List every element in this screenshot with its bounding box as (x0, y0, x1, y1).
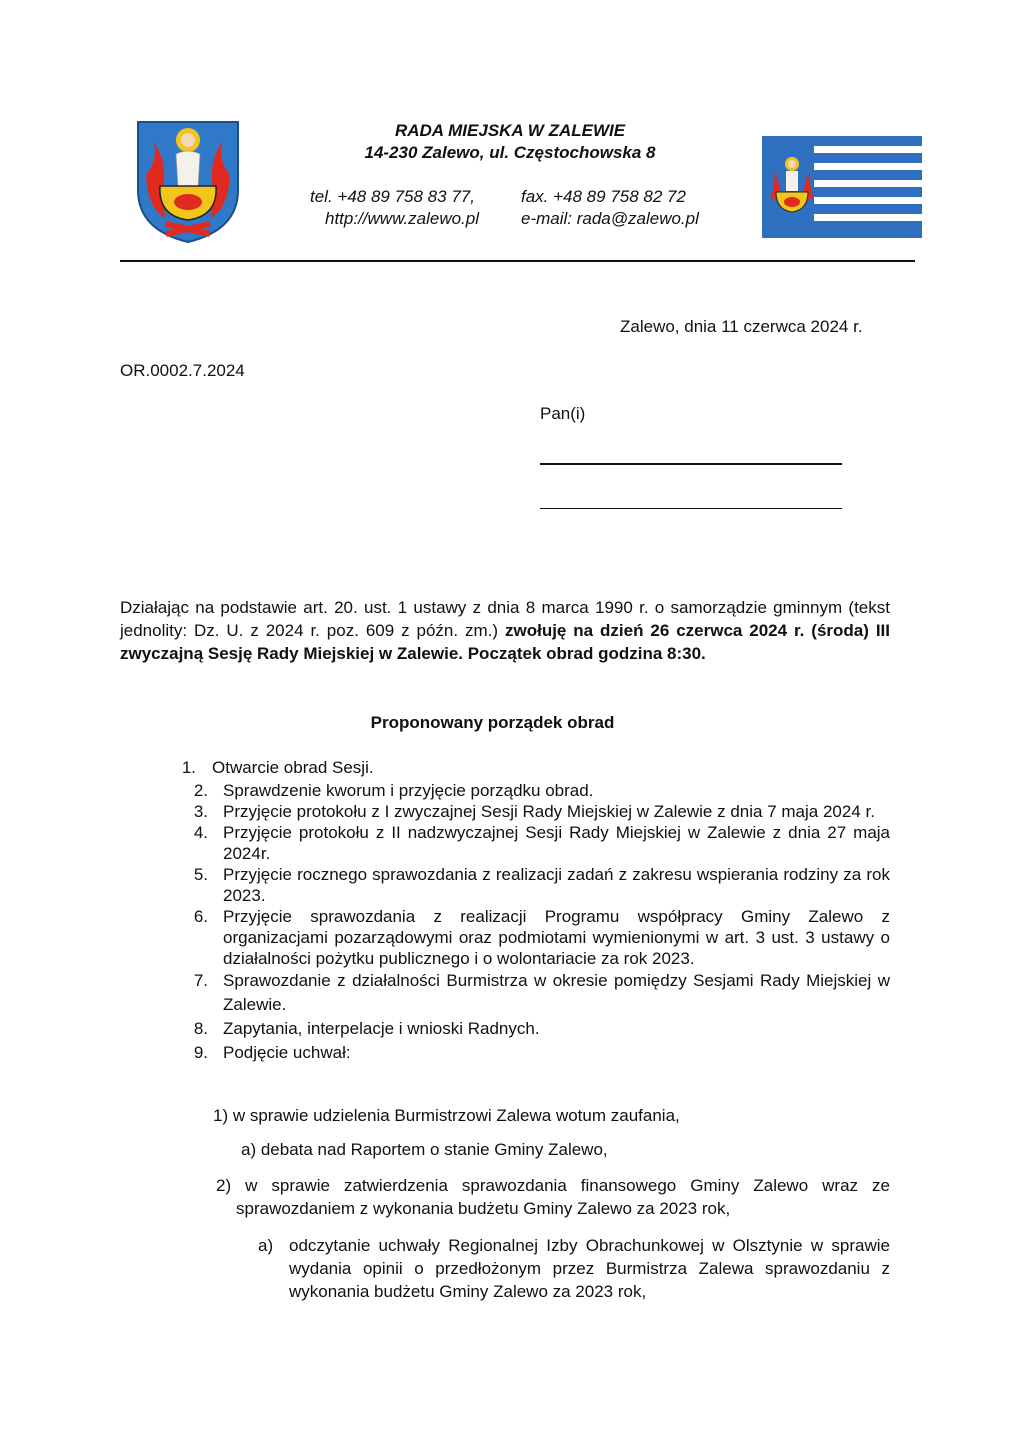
organization-name: RADA MIEJSKA W ZALEWIE (394, 121, 626, 140)
recipient-label: Pan(i) (540, 404, 586, 423)
resolution-2-sub-a: a) odczytanie uchwały Regionalnej Izby Obrachunkowej w Olsztynie w sprawie wydania opinii o przedłożonym przez Burmistrza Zalewa sprawozdaniu z wykonania budżetu Gminy Zalewo za 2023 rok, (258, 1236, 890, 1301)
agenda-item: 7. Sprawozdanie z działalności Burmistrza w okresie pomiędzy Sesjami Rady Miejskiej w Zalewie. (193, 971, 890, 1014)
agenda-item: 4. Przyjęcie protokołu z II nadzwyczajnej Sesji Rady Miejskiej w Zalewie z dnia 27 maja 2024r. (193, 823, 890, 863)
agenda-item: 2. Sprawdzenie kworum i przyjęcie porządku obrad. (193, 781, 594, 800)
fax-number: fax. +48 89 758 82 72 (521, 187, 686, 206)
email-link[interactable]: e-mail: rada@zalewo.pl (521, 209, 699, 228)
intro-bold-text: zwołuję na dzień 26 czerwca 2024 r. (środa) III zwyczajną Sesję Rady Miejskiej w Zalewie. Początek obrad godzina 8:30. (120, 621, 890, 663)
agenda-title: Proponowany porządek obrad (370, 713, 615, 732)
intro-paragraph (120, 596, 890, 665)
agenda-list (180, 757, 890, 1065)
header-divider (120, 260, 915, 262)
contact-info (300, 186, 720, 230)
flag-logo (762, 136, 922, 238)
coat-of-arms-logo (136, 120, 240, 244)
agenda-item: 9. Podjęcie uchwał: (193, 1043, 351, 1062)
recipient-line-1 (540, 463, 842, 465)
website-link[interactable]: http://www.zalewo.pl (325, 209, 480, 228)
letter-date: Zalewo, dnia 11 czerwca 2024 r. (620, 317, 863, 336)
agenda-item: 3. Przyjęcie protokołu z I zwyczajnej Sesji Rady Miejskiej w Zalewie z dnia 7 maja 2024 r. (193, 802, 875, 821)
intro-text: Działając na podstawie art. 20. ust. 1 ustawy z dnia 8 marca 1990 r. o samorządzie gminnym (tekst jednolity: Dz. U. z 2024 r. poz. 609 z późn. zm.) (120, 598, 890, 640)
recipient-line-2 (540, 508, 842, 509)
resolution-2: 2) w sprawie zatwierdzenia sprawozdania finansowego Gminy Zalewo wraz ze sprawozdaniem z wykonania budżetu Gminy Zalewo za 2023 rok, (216, 1176, 890, 1218)
resolution-1: 1) w sprawie udzielenia Burmistrzowi Zalewa wotum zaufania, (213, 1106, 680, 1125)
agenda-item: 1. Otwarcie obrad Sesji. (181, 758, 374, 777)
agenda-item: 5. Przyjęcie rocznego sprawozdania z realizacji zadań z zakresu wspierania rodziny za rok 2023. (193, 865, 890, 905)
agenda-item: 8. Zapytania, interpelacje i wnioski Radnych. (193, 1019, 540, 1038)
phone-number: tel. +48 89 758 83 77, (310, 187, 475, 206)
reference-number: OR.0002.7.2024 (120, 361, 245, 380)
organization-address: 14-230 Zalewo, ul. Częstochowska 8 (364, 143, 656, 162)
agenda-item: 6. Przyjęcie sprawozdania z realizacji Programu współpracy Gminy Zalewo z organizacjami pozarządowymi oraz podmiotami wymienionymi w art. 3 ust. 3 ustawy o działalności pożytku publicznego i o wolontariacie za rok 2023. (193, 907, 890, 968)
letterhead (300, 120, 720, 230)
resolution-1-sub-a: a) debata nad Raportem o stanie Gminy Zalewo, (241, 1140, 608, 1159)
